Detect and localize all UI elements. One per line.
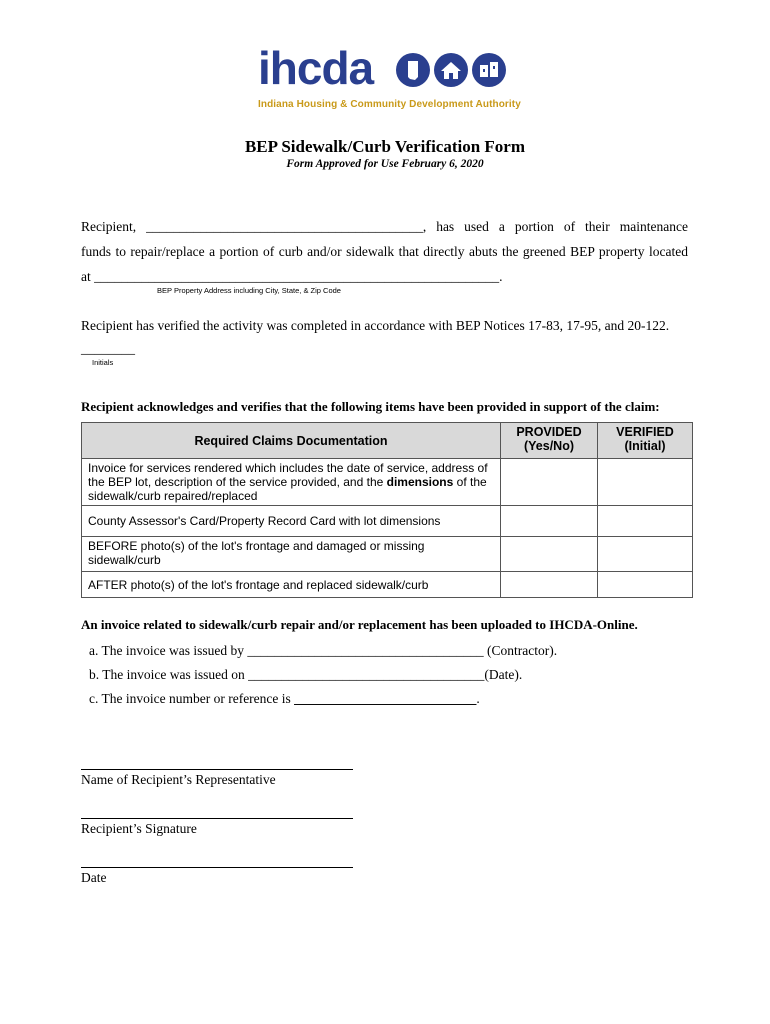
invoice-number-line[interactable] bbox=[89, 691, 480, 707]
claims-documentation-table bbox=[81, 422, 693, 598]
invoice-number-suffix: . bbox=[476, 691, 480, 706]
verified-cell-assessor[interactable] bbox=[598, 506, 693, 537]
header-verified-line1: VERIFIED bbox=[616, 425, 674, 439]
provided-cell-before[interactable] bbox=[501, 537, 598, 572]
form-subtitle: Form Approved for Use February 6, 2020 bbox=[286, 158, 484, 170]
row-before-photos-text: BEFORE photo(s) of the lot's frontage and damaged or missing sidewalk/curb bbox=[82, 537, 501, 572]
table-row bbox=[82, 537, 693, 572]
row-after-photos-text: AFTER photo(s) of the lot's frontage and replaced sidewalk/curb bbox=[82, 572, 501, 598]
invoice-contractor-line[interactable]: a. The invoice was issued by ___________________________________ (Contractor). bbox=[89, 643, 558, 658]
verified-cell-after[interactable] bbox=[598, 572, 693, 598]
row-invoice-text bbox=[82, 459, 501, 506]
acknowledge-heading: Recipient acknowledges and verifies that the following items have been provided in support of the claim: bbox=[81, 399, 660, 414]
header-provided-line1: PROVIDED bbox=[516, 425, 582, 439]
table-row bbox=[82, 572, 693, 598]
intro-line-1: Recipient, _________________________________________, has used a portion of their maintenance bbox=[81, 219, 688, 234]
table-row bbox=[82, 459, 693, 506]
verified-cell-before[interactable] bbox=[598, 537, 693, 572]
row-invoice-dimensions: dimensions bbox=[386, 475, 454, 489]
provided-cell-invoice[interactable] bbox=[501, 459, 598, 506]
row-assessor-text: County Assessor's Card/Property Record Card with lot dimensions bbox=[82, 506, 501, 537]
signature-line[interactable] bbox=[81, 818, 353, 819]
initials-caption: Initials bbox=[92, 358, 114, 367]
house-icon bbox=[434, 53, 468, 87]
date-line[interactable] bbox=[81, 867, 353, 868]
header-provided bbox=[501, 423, 598, 459]
invoice-number-prefix: c. The invoice number or reference is bbox=[89, 691, 295, 706]
signature-label: Recipient’s Signature bbox=[81, 821, 197, 836]
ihcda-logo bbox=[258, 42, 521, 117]
header-verified bbox=[598, 423, 693, 459]
table-header-row bbox=[82, 423, 693, 459]
header-provided-line2: (Yes/No) bbox=[523, 439, 574, 453]
verified-cell-invoice[interactable] bbox=[598, 459, 693, 506]
header-required-docs: Required Claims Documentation bbox=[82, 423, 501, 459]
provided-cell-assessor[interactable] bbox=[501, 506, 598, 537]
date-label: Date bbox=[81, 870, 107, 885]
row-invoice-text-b: of the sidewalk/curb repaired/replaced bbox=[88, 475, 487, 503]
indiana-state-icon bbox=[396, 53, 430, 87]
intro-line-3: at ____________________________________________________________. bbox=[81, 269, 503, 284]
row-invoice-text-a: Invoice for services rendered which includes the date of service, address of the BEP lot, description of the service provided, and the bbox=[88, 461, 488, 489]
provided-cell-after[interactable] bbox=[501, 572, 598, 598]
representative-name-line[interactable] bbox=[81, 769, 353, 770]
initials-line[interactable]: ________ bbox=[81, 341, 135, 356]
invoice-number-blank[interactable]: ___________________________ bbox=[294, 691, 477, 706]
table-row bbox=[82, 506, 693, 537]
community-icon bbox=[472, 53, 506, 87]
logo-wordmark: ihcda bbox=[258, 42, 374, 94]
address-caption: BEP Property Address including City, State, & Zip Code bbox=[157, 286, 341, 295]
verification-statement: Recipient has verified the activity was completed in accordance with BEP Notices 17-83, 17-95, and 20-122. bbox=[81, 318, 670, 333]
invoice-date-line[interactable]: b. The invoice was issued on ___________________________________(Date). bbox=[89, 667, 523, 682]
header-verified-line2: (Initial) bbox=[624, 439, 666, 453]
form-title: BEP Sidewalk/Curb Verification Form bbox=[244, 137, 526, 156]
logo-tagline: Indiana Housing & Community Development Authority bbox=[258, 99, 521, 110]
representative-name-label: Name of Recipient’s Representative bbox=[81, 772, 276, 787]
intro-line-2: funds to repair/replace a portion of curb and/or sidewalk that directly abuts the greened BEP property located bbox=[81, 244, 688, 259]
invoice-heading: An invoice related to sidewalk/curb repair and/or replacement has been uploaded to IHCDA-Online. bbox=[81, 617, 638, 632]
